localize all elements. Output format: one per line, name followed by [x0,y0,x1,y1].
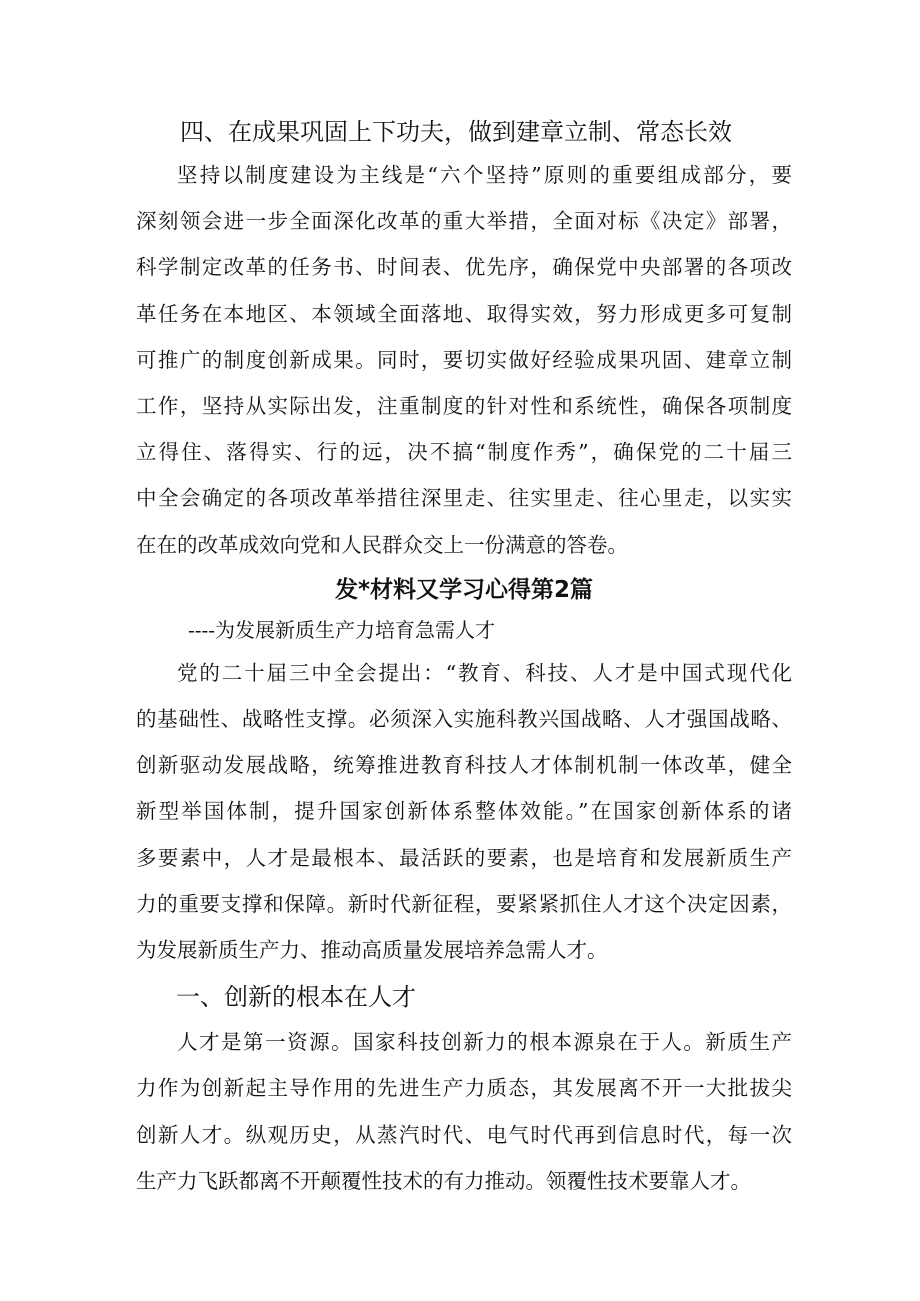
paragraph-line: 深刻领会进一步全面深化改革的重大举措，全面对标《决定》部署， [136,209,792,234]
paragraph-line: 可推广的制度创新成果。同时，要切实做好经验成果巩固、建章立制 [136,347,792,372]
paragraph-line: 创新驱动发展战略，统筹推进教育科技人才体制机制一体改革，健全 [136,753,792,778]
paragraph-line: 生产力飞跃都离不开颠覆性技术的有力推动。领覆性技术要靠人才。 [136,1168,751,1193]
document-page [136,112,792,1204]
paragraph-line: 创新人才。纵观历史，从蒸汽时代、电气时代再到信息时代，每一次 [136,1122,792,1147]
chapter-subtitle: ----为发展新质生产力培育急需人才 [188,617,496,642]
paragraph-line: 革任务在本地区、本领域全面落地、取得实效，努力形成更多可复制 [136,301,792,326]
paragraph-line: 在在的改革成效向党和人民群众交上一份满意的答卷。 [136,532,628,557]
intro-paragraph [136,650,792,973]
paragraph-line: 的基础性、战略性支撑。必须深入实施科教兴国战略、人才强国战略、 [136,707,792,732]
paragraph-line: 力的重要支撑和保障。新时代新征程，要紧紧抓住人才这个决定因素， [136,891,792,916]
section-one-paragraph [136,1019,792,1204]
paragraph-line: 为发展新质生产力、推动高质量发展培养急需人才。 [136,938,608,963]
paragraph-line: 人才是第一资源。国家科技创新力的根本源泉在于人。新质生产 [177,1030,792,1055]
paragraph-line: 党的二十届三中全会提出：“教育、科技、人才是中国式现代化 [177,660,792,685]
paragraph-line: 立得住、落得实、行的远，决不搞“制度作秀”，确保党的二十届三 [136,440,792,465]
paragraph-line: 坚持以制度建设为主线是“六个坚持”原则的重要组成部分，要 [177,163,792,187]
paragraph-line: 新型举国体制，提升国家创新体系整体效能。”在国家创新体系的诸 [136,799,792,824]
section-four-paragraph [136,152,792,568]
paragraph-line: 科学制定改革的任务书、时间表、优先序，确保党中央部署的各项改 [136,255,792,280]
paragraph-line: 多要素中，人才是最根本、最活跃的要素，也是培育和发展新质生产 [136,845,792,870]
paragraph-line: 力作为创新起主导作用的先进生产力质态，其发展离不开一大批拔尖 [136,1076,792,1101]
paragraph-line: 工作，坚持从实际出发，注重制度的针对性和系统性，确保各项制度 [136,394,792,419]
section-four-heading: 四、在成果巩固上下功夫，做到建章立制、常态长效 [180,118,732,146]
chapter-title: 发*材料又学习心得第2篇 [334,576,594,603]
section-one-heading: 一、创新的根本在人才 [176,983,416,1012]
paragraph-line: 中全会确定的各项改革举措往深里走、往实里走、往心里走，以实实 [136,486,792,511]
